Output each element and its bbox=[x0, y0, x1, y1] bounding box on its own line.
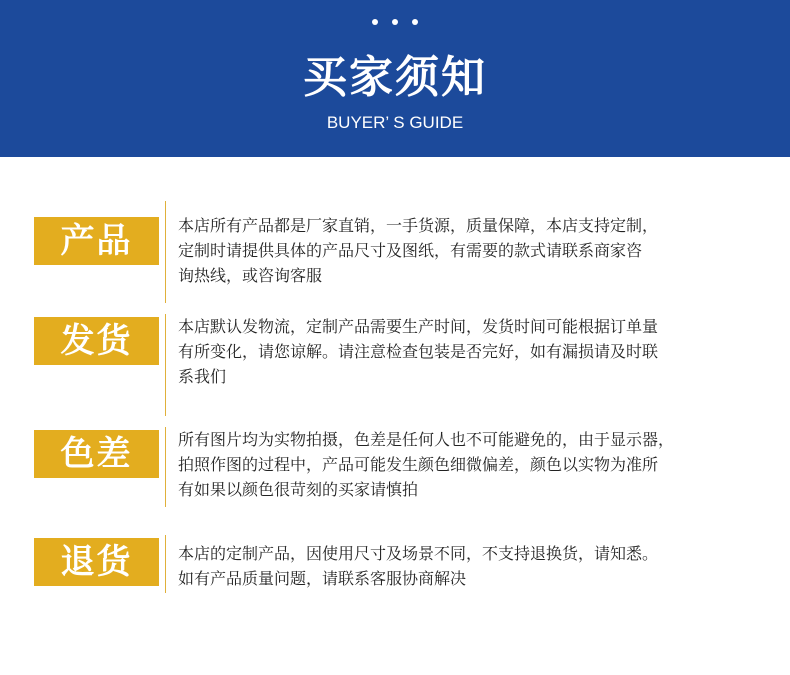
section-divider bbox=[165, 201, 166, 303]
description-line: 系我们 bbox=[178, 367, 227, 386]
section-description bbox=[178, 314, 778, 389]
description-line: 本店默认发物流，定制产品需要生产时间，发货时间可能根据订单量 bbox=[178, 317, 659, 336]
page-title: 买家须知 bbox=[303, 52, 487, 103]
description-line: 有所变化，请您谅解。请注意检查包装是否完好，如有漏损请及时联 bbox=[178, 342, 659, 361]
section-badge: 退货 bbox=[34, 538, 159, 586]
section-description bbox=[178, 213, 778, 288]
section-divider bbox=[165, 427, 166, 507]
section-divider bbox=[165, 535, 166, 593]
dot-icon bbox=[392, 19, 398, 25]
decorative-dots bbox=[0, 19, 790, 27]
description-line: 如有产品质量问题，请联系客服协商解决 bbox=[178, 569, 467, 588]
description-line: 拍照作图的过程中，产品可能发生颜色细微偏差，颜色以实物为准所 bbox=[178, 455, 659, 474]
description-line: 本店所有产品都是厂家直销，一手货源，质量保障，本店支持定制， bbox=[178, 216, 659, 235]
section-description bbox=[178, 427, 778, 502]
section-badge: 色差 bbox=[34, 430, 159, 478]
description-line: 有如果以颜色很苛刻的买家请慎拍 bbox=[178, 480, 419, 499]
header-banner bbox=[0, 0, 790, 157]
dot-icon bbox=[412, 19, 418, 25]
description-line: 定制时请提供具体的产品尺寸及图纸，有需要的款式请联系商家咨 bbox=[178, 241, 643, 260]
description-line: 所有图片均为实物拍摄，色差是任何人也不可能避免的，由于显示器， bbox=[178, 430, 675, 449]
section-badge: 产品 bbox=[34, 217, 159, 265]
description-line: 询热线，或咨询客服 bbox=[178, 266, 323, 285]
section-description bbox=[178, 541, 778, 591]
section-divider bbox=[165, 314, 166, 416]
section-badge: 发货 bbox=[34, 317, 159, 365]
dot-icon bbox=[372, 19, 378, 25]
page-subtitle: BUYER’ S GUIDE bbox=[326, 113, 464, 132]
description-line: 本店的定制产品，因使用尺寸及场景不同，不支持退换货，请知悉。 bbox=[178, 544, 659, 563]
